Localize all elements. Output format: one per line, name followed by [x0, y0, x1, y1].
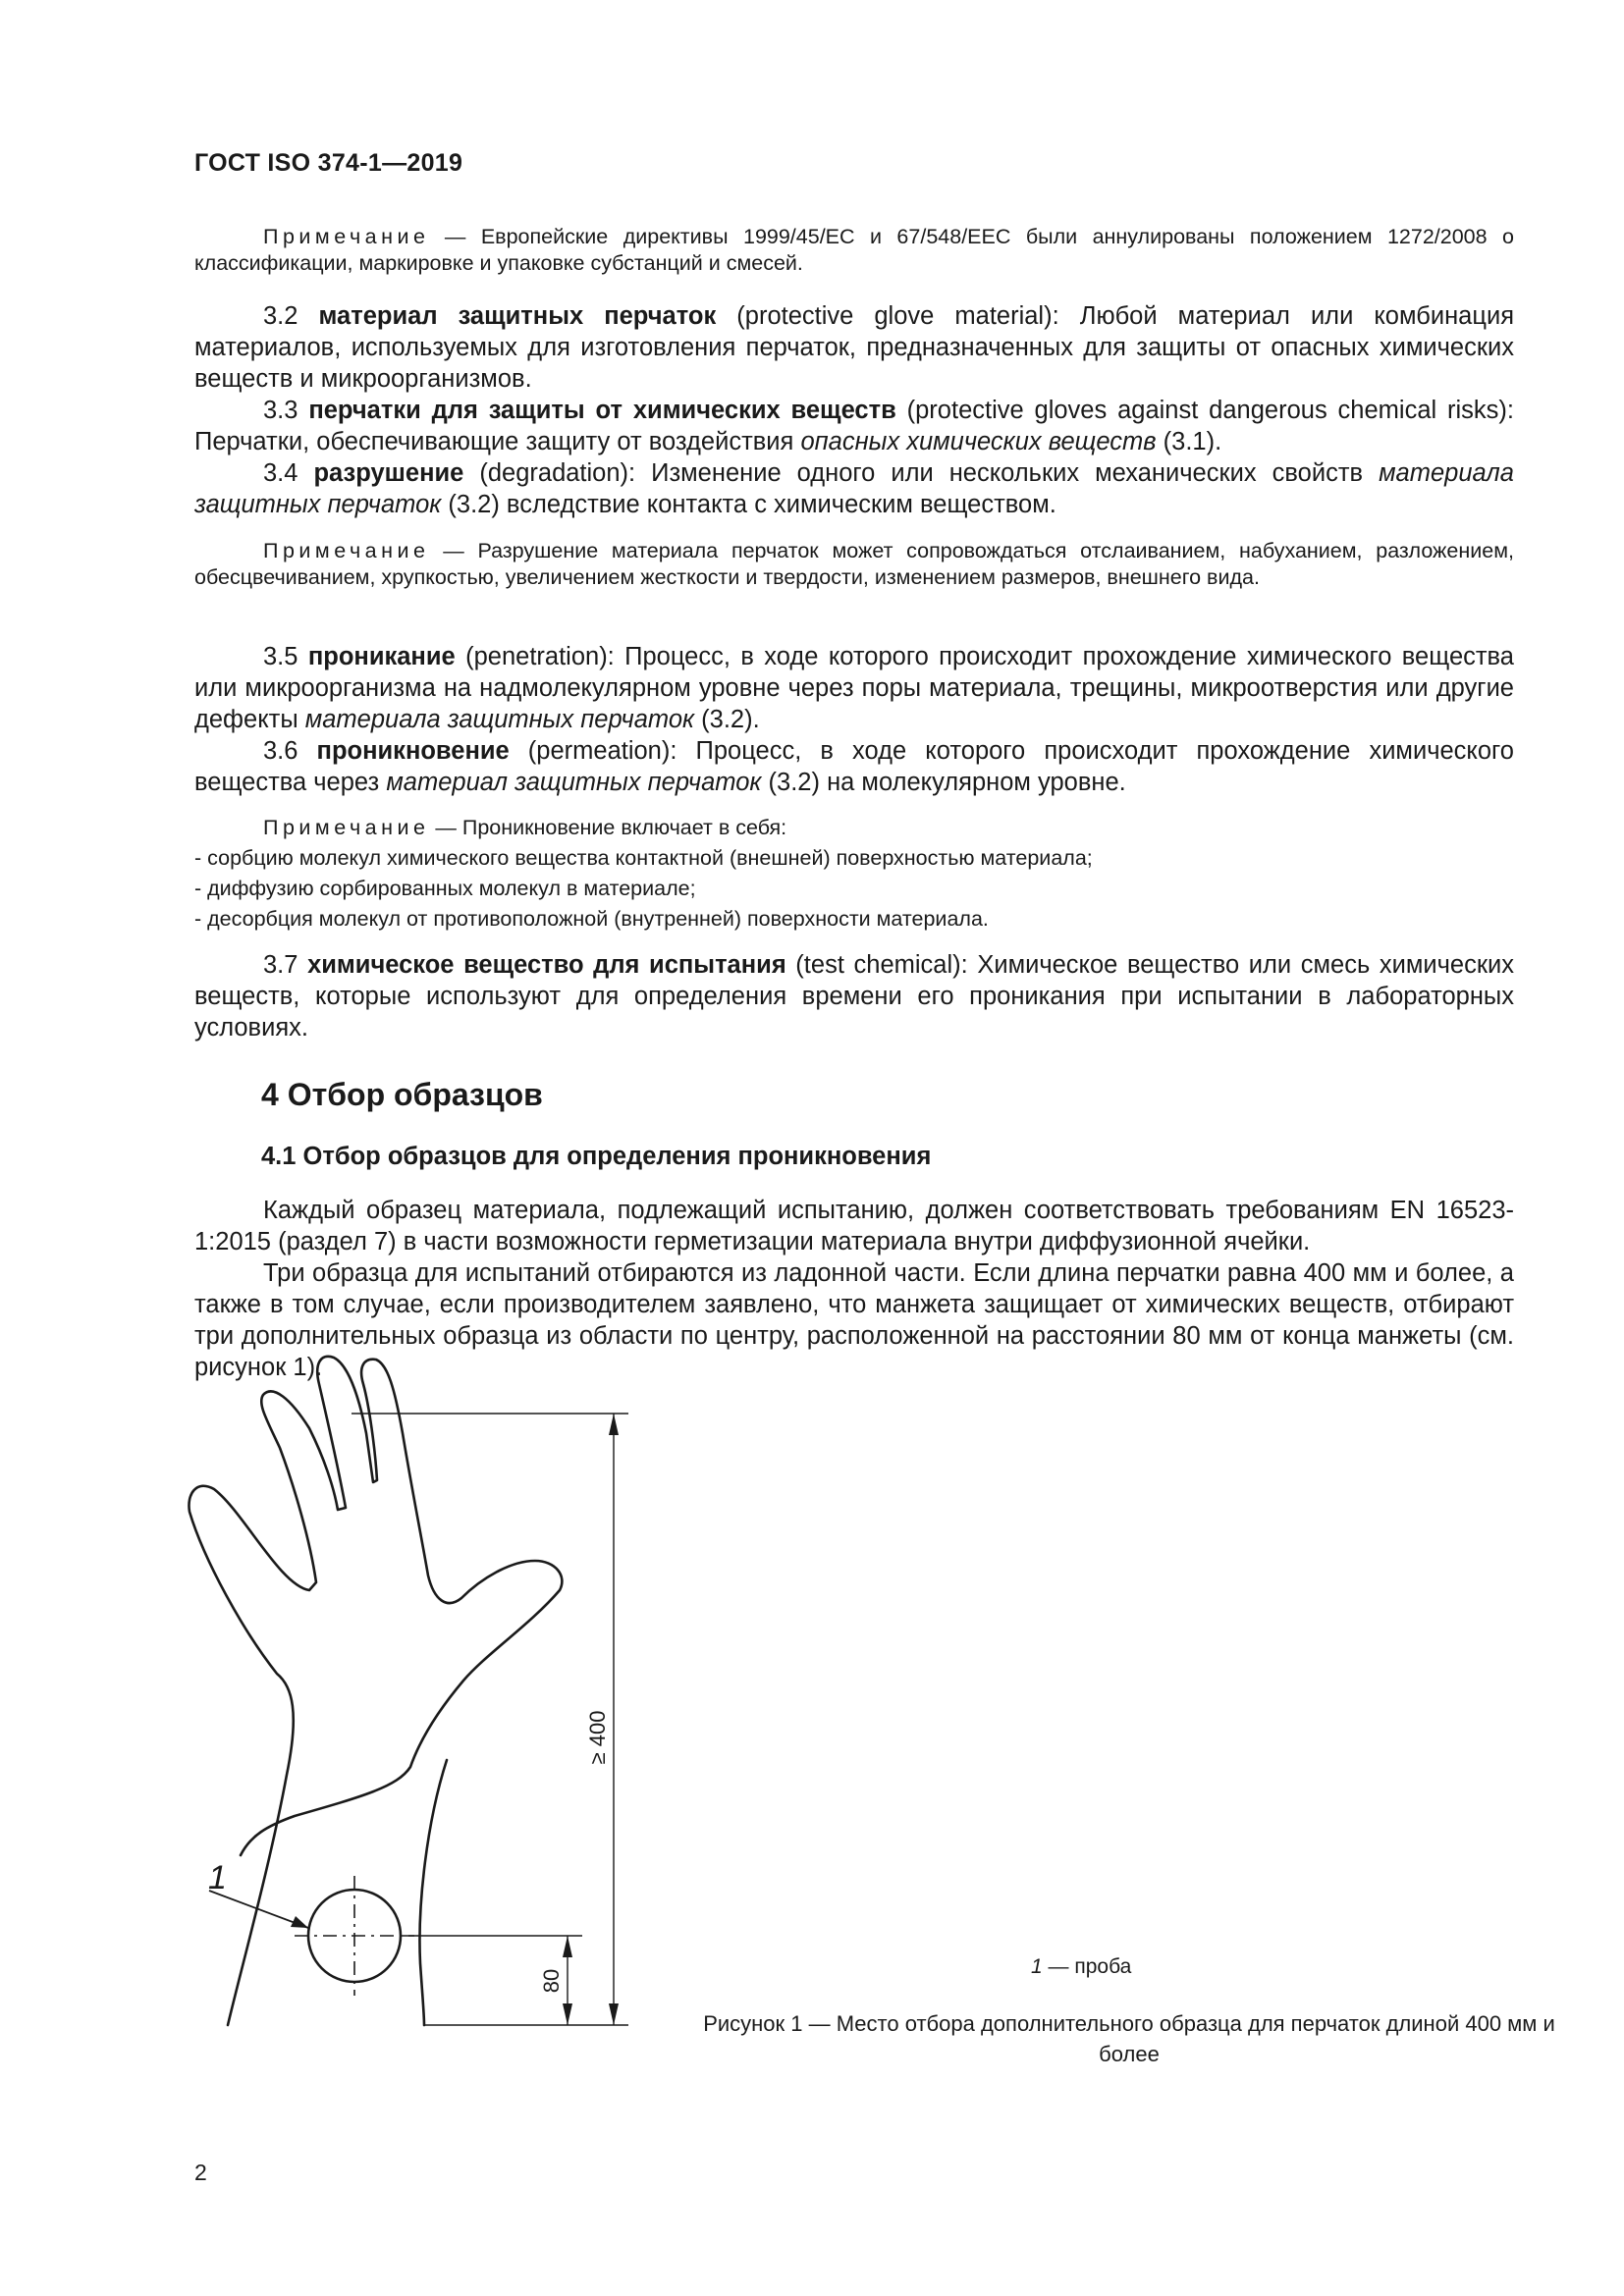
dimension-label-total: ≥ 400 — [585, 1710, 610, 1765]
term-title: разрушение — [313, 459, 464, 487]
dimension-label-cuff: 80 — [539, 1968, 564, 1994]
dimension-arrow — [609, 1414, 619, 1435]
term-reference: материала защитных перчаток — [194, 459, 1514, 518]
term-reference: материала защитных перчаток — [304, 706, 695, 733]
term-3-5: 3.5 проникание (penetration): Процесс, в ходе которого происходит прохождение химического вещества или микроорганизма на надмолекулярном уровне через поры материала, трещины, микроотверстия или другие дефекты материала защитных перчаток (3.2). — [194, 643, 1514, 733]
list-item: - сорбцию молекул химического вещества контактной (внешней) поверхностью материала; — [194, 846, 1093, 870]
glove-outline — [189, 1357, 562, 2025]
term-3-3: 3.3 перчатки для защиты от химических веществ (protective gloves against dangerous chemical risks): Перчатки, обеспечивающие защиту от воздействия опасных химических веществ (3.1). — [194, 397, 1514, 455]
term-title: проникание — [307, 643, 456, 670]
note-text: — Проникновение включает в себя: — [429, 816, 787, 839]
dimension-arrow — [609, 2003, 619, 2025]
term-title: перчатки для защиты от химических веществ — [308, 397, 896, 424]
figure-caption: Рисунок 1 — Место отбора дополнительного образца для перчаток длиной 400 мм и более — [703, 2011, 1555, 2066]
dimension-arrow — [563, 2003, 572, 2025]
note-text: — Европейские директивы 1999/45/ЕС и 67/548/ЕЕС были аннулированы положением 1272/2008 о классификации, маркировке и упаковке субстанций и смесей. — [194, 225, 1514, 275]
list-item: - диффузию сорбированных молекул в материале; — [194, 877, 696, 900]
note-label: Примечание — [263, 539, 430, 562]
section-heading: 4 Отбор образцов — [261, 1077, 543, 1112]
term-title: химическое вещество для испытания — [307, 951, 786, 979]
term-title: проникновение — [316, 737, 510, 765]
callout-number: 1 — [208, 1859, 227, 1896]
term-3-2: 3.2 материал защитных перчаток (protective glove material): Любой материал или комбинация материалов, используемых для изготовления перчаток, предназначенных для защиты от опасных химических веществ и микроорганизмов. — [194, 302, 1515, 393]
leader-arrow — [291, 1916, 308, 1928]
note-text: — Разрушение материала перчаток может сопровождаться отслаиванием, набуханием, разложением, обесцвечиванием, хрупкостью, увеличением жесткости и твердости, изменением размеров, внешнего вида. — [194, 539, 1514, 589]
paragraph: Каждый образец материала, подлежащий испытанию, должен соответствовать требованиям EN 16523-1:2015 (раздел 7) в части возможности герметизации материала внутри диффузионной ячейки. — [194, 1197, 1514, 1255]
term-3-6: 3.6 проникновение (permeation): Процесс, в ходе которого происходит прохождение химического вещества через материал защитных перчаток (3.2) на молекулярном уровне. — [194, 737, 1514, 796]
list-item: - десорбция молекул от противоположной (внутренней) поверхности материала. — [194, 907, 989, 931]
term-3-4: 3.4 разрушение (degradation): Изменение одного или нескольких механических свойств материала защитных перчаток (3.2) вследствие контакта с химическим веществом. — [194, 459, 1514, 518]
note-label: Примечание — [263, 225, 430, 248]
term-title: материал защитных перчаток — [318, 302, 717, 330]
term-3-7: 3.7 химическое вещество для испытания (test chemical): Химическое вещество или смесь химических веществ, которые используют для определения времени его проникания при испытании в лабораторных условиях. — [194, 951, 1514, 1041]
figure-legend: 1 — проба — [1031, 1955, 1132, 1978]
term-reference: опасных химических веществ — [800, 428, 1157, 455]
subsection-heading: 4.1 Отбор образцов для определения проникновения — [261, 1143, 932, 1170]
dimension-arrow — [563, 1936, 572, 1957]
document-header: ГОСТ ISO 374-1—2019 — [194, 149, 463, 177]
page-number: 2 — [194, 2160, 207, 2185]
term-reference: материал защитных перчаток — [386, 769, 762, 796]
note-label: Примечание — [263, 816, 430, 839]
paragraph: Три образца для испытаний отбираются из ладонной части. Если длина перчатки равна 400 мм и более, а также в том случае, если производителем заявлено, что манжета защищает от химических веществ, отбирают три дополнительных образца из области по центру, расположенной на расстоянии 80 мм от конца манжеты (см. рисунок 1). — [194, 1259, 1514, 1381]
